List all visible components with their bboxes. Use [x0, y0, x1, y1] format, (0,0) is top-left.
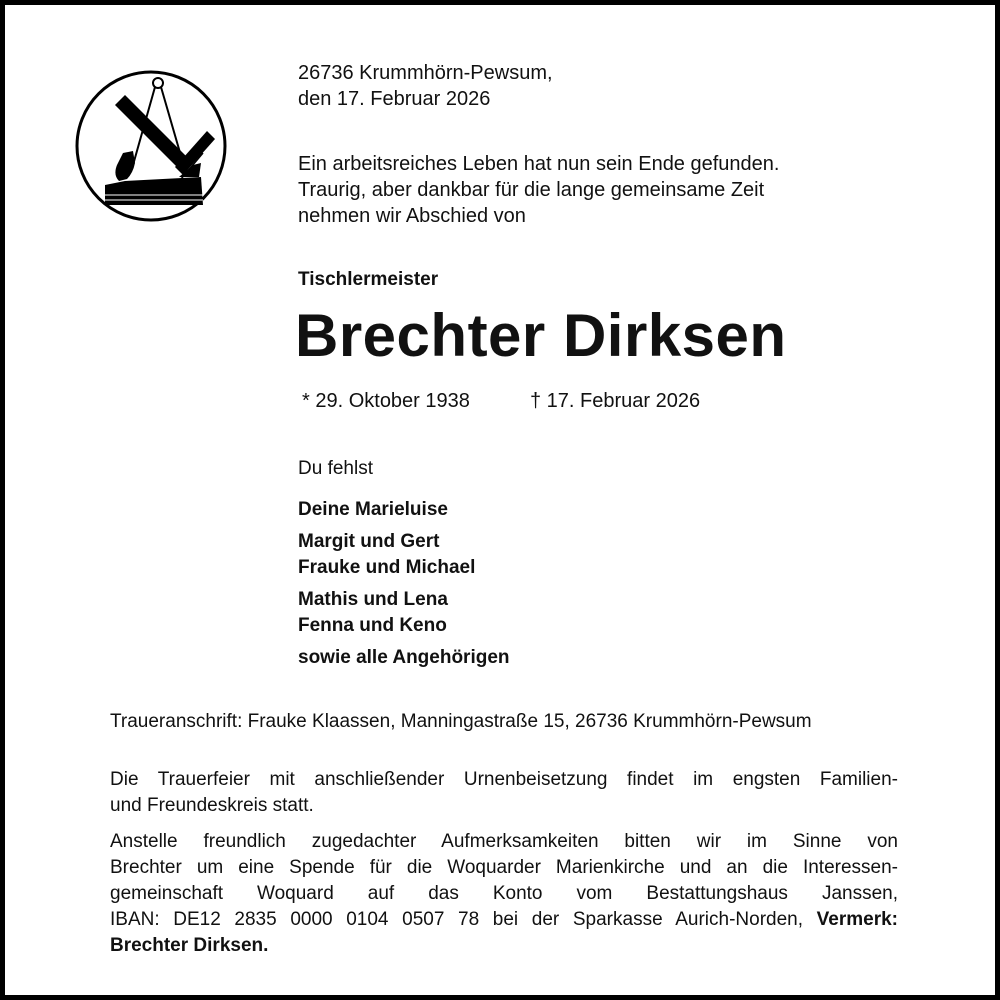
- death-date: † 17. Februar 2026: [530, 390, 701, 412]
- place-line: 26736 Krummhörn-Pewsum,: [298, 62, 553, 84]
- farewell-message: Du fehlst: [298, 458, 373, 479]
- mourner-name: Fenna und Keno: [298, 615, 447, 636]
- mourner-name: Mathis und Lena: [298, 589, 448, 610]
- paragraph-line: Die Trauerfeier mit anschließender Urnenbeisetzung findet im engsten Familien-: [110, 769, 898, 790]
- place-date-block: [298, 60, 553, 112]
- intro-line: Ein arbeitsreiches Leben hat nun sein Ende gefunden.: [298, 153, 780, 175]
- intro-line: nehmen wir Abschied von: [298, 205, 526, 227]
- mourner-name: Frauke und Michael: [298, 557, 476, 578]
- intro-text: [298, 151, 779, 229]
- paragraph-line: gemeinschaft Woquard auf das Konto vom Bestattungshaus Janssen,: [110, 883, 898, 904]
- paragraph-line: [110, 907, 898, 933]
- mourner-name: Margit und Gert: [298, 531, 440, 552]
- note-label: Vermerk:: [816, 909, 898, 930]
- deceased-title: Tischlermeister: [298, 269, 439, 290]
- birth-date: * 29. Oktober 1938: [302, 390, 470, 412]
- date-line: den 17. Februar 2026: [298, 88, 491, 110]
- paragraph-line: Anstelle freundlich zugedachter Aufmerksamkeiten bitten wir im Sinne von: [110, 831, 898, 852]
- paragraph-line: Brechter um eine Spende für die Woquarder Marienkirche und an die Interessen-: [110, 857, 898, 878]
- mourner-group: [298, 587, 510, 639]
- donation-paragraph: [110, 829, 898, 959]
- mourners-list: [298, 497, 510, 677]
- intro-line: Traurig, aber dankbar für die lange gemeinsame Zeit: [298, 179, 765, 201]
- obituary-page: [5, 5, 995, 995]
- mourner-name: sowie alle Angehörigen: [298, 647, 510, 668]
- mourner-group: [298, 645, 510, 671]
- ceremony-paragraph: [110, 767, 898, 819]
- mourning-address: Traueranschrift: Frauke Klaassen, Manningastraße 15, 26736 Krummhörn-Pewsum: [110, 711, 812, 732]
- paragraph-line: und Freundeskreis statt.: [110, 795, 314, 816]
- carpenter-emblem-icon: [75, 65, 231, 227]
- iban-line: IBAN: DE12 2835 0000 0104 0507 78 bei der Sparkasse Aurich-Norden,: [110, 909, 804, 930]
- mourner-name: Deine Marieluise: [298, 499, 448, 520]
- mourner-group: [298, 497, 510, 523]
- mourner-group: [298, 529, 510, 581]
- note-value: Brechter Dirksen.: [110, 935, 269, 956]
- deceased-name: Brechter Dirksen: [295, 302, 787, 369]
